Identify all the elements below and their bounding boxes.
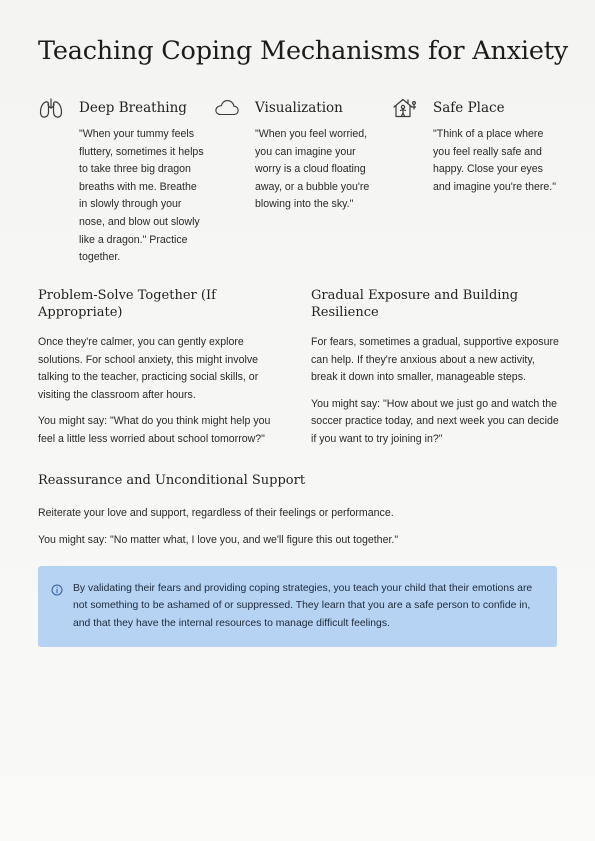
section-title: Reassurance and Unconditional Support xyxy=(38,473,306,488)
section-text: Once they're calmer, you can gently explore solutions. For school anxiety, this might involve talking to the teacher, practicing social skills, or visiting the classroom after hours. xyxy=(38,336,259,401)
tip-title: Deep Breathing xyxy=(79,100,187,116)
section-gradual-exposure xyxy=(311,287,561,449)
section-quote: You might say: "What do you think might help you feel a little less worried about school tomorrow?" xyxy=(38,415,271,445)
tip-deep-breathing xyxy=(38,96,204,267)
house-person-icon xyxy=(392,96,422,120)
section-quote: You might say: "No matter what, I love you, and we'll figure this out together." xyxy=(38,533,399,546)
info-icon xyxy=(51,583,63,595)
section-title: Gradual Exposure and Building Resilience xyxy=(311,288,519,320)
section-problem-solve xyxy=(38,287,288,449)
tip-title: Visualization xyxy=(255,100,343,116)
section-text: For fears, sometimes a gradual, supportive exposure can help. If they're anxious about a new activity, break it down into smaller, manageable steps. xyxy=(311,336,559,384)
section-title: Problem-Solve Together (If Appropriate) xyxy=(38,288,216,320)
section-reassurance xyxy=(38,472,557,549)
tip-text: "Think of a place where you feel really safe and happy. Close your eyes and imagine you're there." xyxy=(433,128,556,193)
tip-title: Safe Place xyxy=(433,100,505,116)
tip-text: "When you feel worried, you can imagine your worry is a cloud floating away, or a bubble you're blowing into the sky." xyxy=(255,128,370,211)
page-title: Teaching Coping Mechanisms for Anxiety xyxy=(38,36,568,66)
tip-safe-place xyxy=(392,96,556,196)
callout-text: By validating their fears and providing coping strategies, you teach your child that their emotions are not something to be ashamed of or suppressed. They learn that you are a safe person to confide in, and that they have the internal resources to manage difficult feelings. xyxy=(73,583,533,629)
tip-visualization xyxy=(214,96,374,214)
info-callout xyxy=(38,566,557,647)
section-text: Reiterate your love and support, regardless of their feelings or performance. xyxy=(38,507,394,519)
lungs-icon xyxy=(38,96,68,120)
tip-text: "When your tummy feels fluttery, sometimes it helps to take three big dragon breaths with me. Breathe in slowly through your nose, and blow out slowly like a dragon." Practice together. xyxy=(79,128,204,264)
section-quote: You might say: "How about we just go and watch the soccer practice today, and next week you can decide if you want to try joining in?" xyxy=(311,397,559,445)
cloud-icon xyxy=(214,96,244,120)
